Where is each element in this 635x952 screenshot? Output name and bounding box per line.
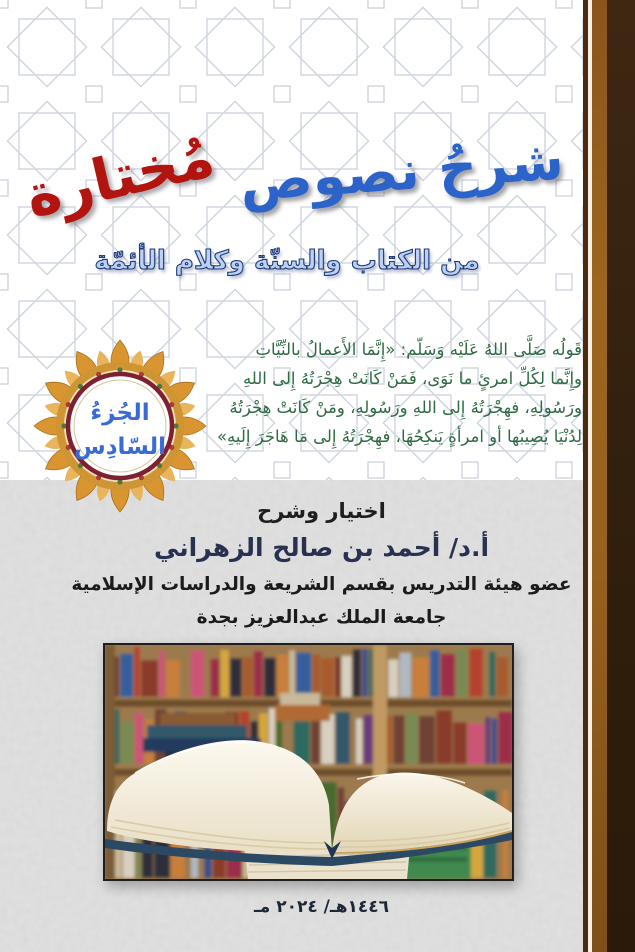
selection-label: اختيار وشرح xyxy=(257,499,386,523)
badge-maroon-ring xyxy=(68,374,172,478)
spine-stripe-brown xyxy=(592,0,607,952)
badge-text-line2: السّادِس xyxy=(73,434,167,460)
title-red-word: مُختارة xyxy=(18,121,221,231)
book-photo xyxy=(103,643,514,881)
publication-date: ١٤٤٦هـ/ ٢٠٢٤ مـ xyxy=(253,897,390,917)
title-blue-words: شرحُ نصوص xyxy=(237,128,566,214)
badge-text-line1: الجُزءُ xyxy=(90,400,150,426)
hadith-quote xyxy=(216,335,582,451)
part-badge xyxy=(30,331,210,521)
hadith-line: ورَسُولِهِ، فهِجْرَتُهُ إِلى اللهِ ورَسُولِهِ، ومَنْ كَانَتْ هِجْرَتُهُ xyxy=(229,398,582,417)
hadith-line: لِدُنْيَا يُصِيبُها أو امرأةٍ يَنكِحُهَا، فهِجْرَتُهُ إِلى مَا هَاجَرَ إِلَيهِ» xyxy=(216,427,582,446)
subtitle: من الكتاب والسنّة وكلام الأئمّة xyxy=(94,246,480,276)
author-name: أ.د/ أحمد بن صالح الزهراني xyxy=(153,533,490,562)
author-affiliation: عضو هيئة التدريس بقسم الشريعة والدراسات الإسلامية xyxy=(71,574,572,595)
hadith-line: قَولُه صَلَّى اللهُ عَلَيْه وَسَلّم: «إِنَّمَا الأَعمالُ بالنِّيَّاتِ xyxy=(255,340,582,359)
university-name: جامعة الملك عبدالعزيز بجدة xyxy=(196,607,447,628)
spine-stripe-dark-wide xyxy=(607,0,635,952)
hadith-line: وإِنَّما لِكُلِّ امرئٍ ما نَوَى، فَمَنْ كَانَتْ هِجْرَتُهُ إِلى اللهِ xyxy=(242,369,582,388)
